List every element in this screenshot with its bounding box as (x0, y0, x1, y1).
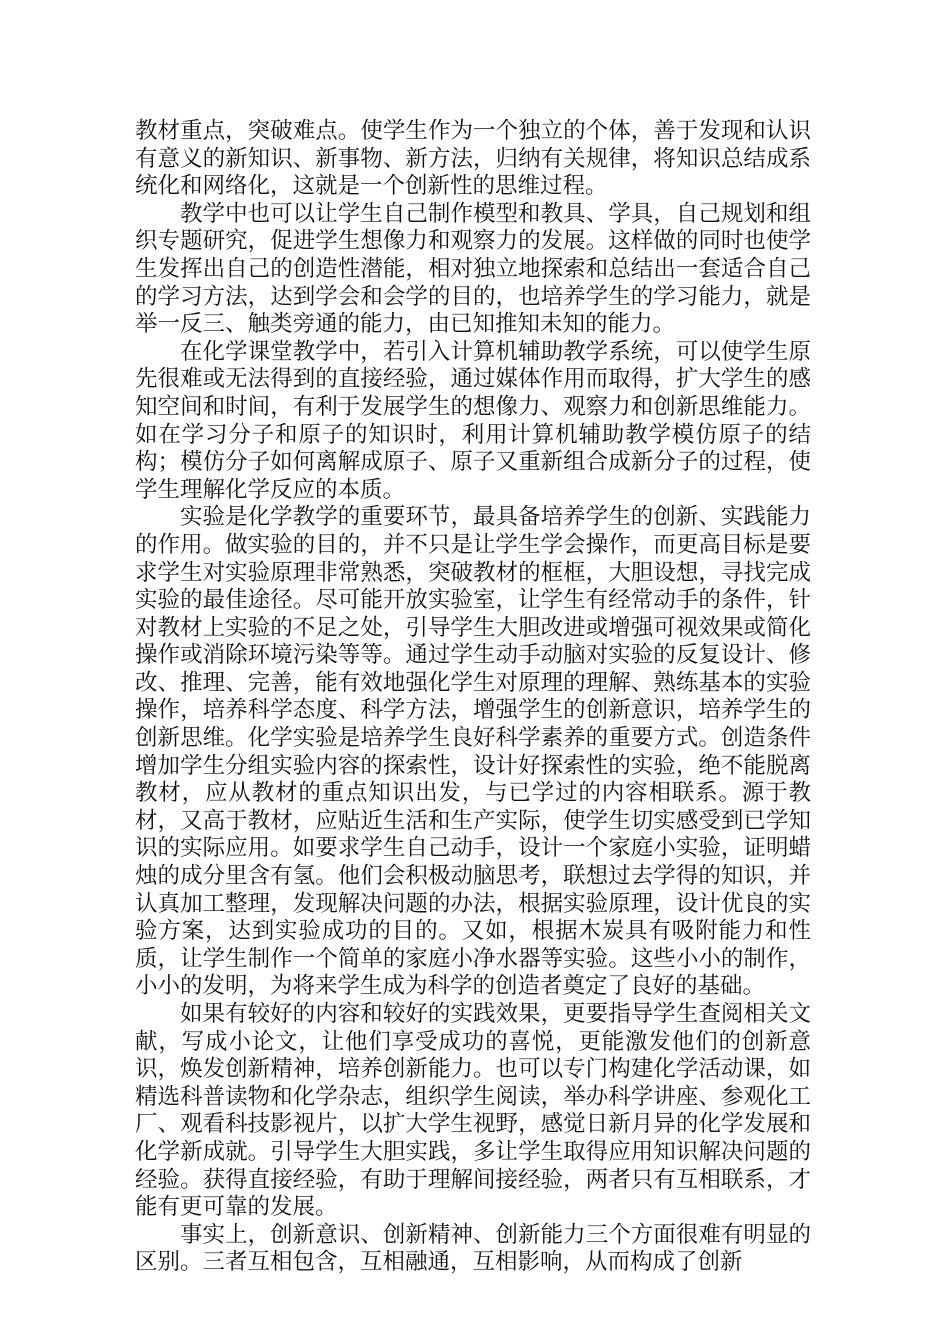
document-body (135, 118, 811, 1277)
paragraph-experiments: 实验是化学教学的重要环节，最具备培养学生的创新、实践能力的作用。做实验的目的，并不只是让学生学会操作，而更高目标是要求学生对实验原理非常熟悉，突破教材的框框，大胆设想，寻找完成实验的最佳途径。尽可能开放实验室，让学生有经常动手的条件，针对教材上实验的不足之处，引导学生大胆改进或增强可视效果或简化操作或消除环境污染等等。通过学生动手动脑对实验的反复设计、修改、推理、完善，能有效地强化学生对原理的理解、熟练基本的实验操作，培养科学态度、科学方法，增强学生的创新意识，培养学生的创新思维。化学实验是培养学生良好科学素养的重要方式。创造条件增加学生分组实验内容的探索性，设计好探索性的实验，绝不能脱离教材，应从教材的重点知识出发，与已学过的内容相联系。源于教材，又高于教材，应贴近生活和生产实际，使学生切实感受到已学知识的实际应用。如要求学生自己动手，设计一个家庭小实验，证明蜡烛的成分里含有氢。他们会积极动脑思考，联想过去学得的知识，并认真加工整理，发现解决问题的办法，根据实验原理，设计优良的实验方案，达到实验成功的目的。又如，根据木炭具有吸附能力和性质，让学生制作一个简单的家庭小净水器等实验。这些小小的制作，小小的发明，为将来学生成为科学的创造者奠定了良好的基础。 (135, 504, 811, 1000)
paragraph-models-and-tools: 教学中也可以让学生自己制作模型和教具、学具，自己规划和组织专题研究，促进学生想像力和观察力的发展。这样做的同时也使学生发挥出自己的创造性潜能，相对独立地探索和总结出一套适合自己的学习方法，达到学会和会学的目的，也培养学生的学习能力，就是举一反三、触类旁通的能力，由已知推知未知的能力。 (135, 200, 811, 338)
paragraph-computer-aided-teaching: 在化学课堂教学中，若引入计算机辅助教学系统，可以使学生原先很难或无法得到的直接经验，通过媒体作用而取得，扩大学生的感知空间和时间，有利于发展学生的想像力、观察力和创新思维能力。如在学习分子和原子的知识时，利用计算机辅助教学模仿原子的结构；模仿分子如何离解成原子、原子又重新组合成新分子的过程，使学生理解化学反应的本质。 (135, 338, 811, 503)
paragraph-conclusion-start: 事实上，创新意识、创新精神、创新能力三个方面很难有明显的区别。三者互相包含，互相融通，互相影响，从而构成了创新 (135, 1221, 811, 1276)
paragraph-continuation: 教材重点，突破难点。使学生作为一个独立的个体，善于发现和认识有意义的新知识、新事物、新方法，归纳有关规律，将知识总结成系统化和网络化，这就是一个创新性的思维过程。 (135, 118, 811, 200)
paragraph-activities: 如果有较好的内容和较好的实践效果，更要指导学生查阅相关文献，写成小论文，让他们享受成功的喜悦，更能激发他们的创新意识，焕发创新精神，培养创新能力。也可以专门构建化学活动课，如精选科普读物和化学杂志，组织学生阅读，举办科学讲座、参观化工厂、观看科技影视片，以扩大学生视野，感觉日新月异的化学发展和化学新成就。引导学生大胆实践，多让学生取得应用知识解决问题的经验。获得直接经验，有助于理解间接经验，两者只有互相联系，才能有更可靠的发展。 (135, 1001, 811, 1221)
